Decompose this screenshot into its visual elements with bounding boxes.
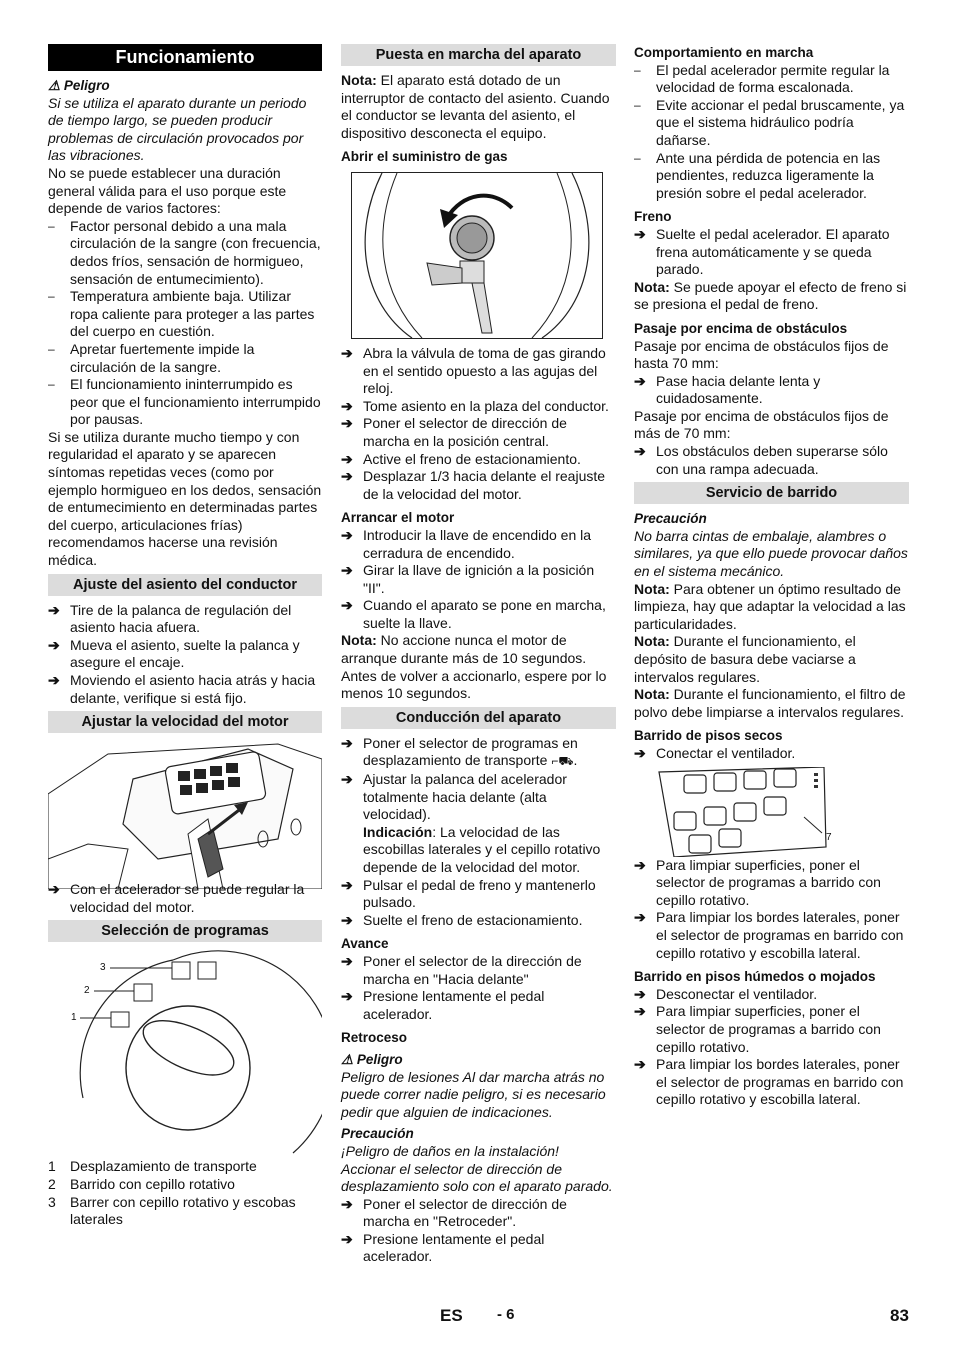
section-heading-drive: Conducción del aparato (341, 707, 616, 729)
callout-7: 7 (826, 831, 832, 843)
list-item: ➔ Introducir la llave de encendido en la cerradura de encendido. (341, 526, 592, 561)
subheading-behavior: Comportamiento en marcha (634, 45, 814, 60)
program-selector-dial-icon (48, 948, 322, 1158)
arrow-right-icon: ➔ (634, 744, 646, 761)
subheading-brake: Freno (634, 209, 672, 225)
list-item: ➔ Moviendo el asiento hacia atrás y hacia delante, verifique si está fijo. (48, 672, 316, 706)
note-text: Nota: El aparato está dotado de un interruptor de contacto del asiento. Cuando el conductor se levanta del asiento, el dispositivo desconecta el equipo. (341, 72, 610, 141)
legend-item: 2 Barrido con cepillo rotativo (48, 1175, 235, 1192)
section-heading-start: Puesta en marcha del aparato (341, 44, 616, 66)
control-panel-illustration-icon (654, 767, 854, 857)
arrow-right-icon: ➔ (341, 526, 353, 543)
arrow-right-icon: ➔ (48, 601, 60, 618)
throttle-figure (48, 739, 322, 889)
list-item: ➔ Tire de la palanca de regulación del asiento hacia afuera. (48, 601, 292, 636)
note-text: Nota: Se puede apoyar el efecto de freno si se presiona el pedal de freno. (634, 278, 907, 313)
list-item: ➔ Para limpiar los bordes laterales, poner el selector de programas en barrido con cepillo rotativo y escobilla lateral. (634, 1056, 904, 1108)
list-item: ➔ Para limpiar los bordes laterales, poner el selector de programas en barrido con cepillo rotativo y escobilla lateral. (634, 909, 904, 961)
warning-triangle-icon: ⚠ (48, 78, 61, 93)
transport-mode-icon: ⌐⛟ (551, 754, 574, 769)
list-item: – Ante una pérdida de potencia en las pendientes, reduzca ligeramente la presión sobre el pedal acelerador. (634, 149, 881, 201)
arrow-right-icon: ➔ (48, 881, 60, 898)
section-heading-speed: Ajustar la velocidad del motor (48, 711, 322, 733)
arrow-right-icon: ➔ (634, 909, 646, 926)
subheading-forward: Avance (341, 936, 389, 952)
list-item: – Evite accionar el pedal bruscamente, ya que el sistema hidráulico podría dañarse. (634, 96, 905, 148)
list-item: – Apretar fuertemente impide la circulación de la sangre. (48, 340, 255, 375)
arrow-right-icon: ➔ (634, 985, 646, 1002)
subheading-reverse: Retroceso (341, 1030, 408, 1046)
note-text: Nota: Durante el funcionamiento, el filtro de polvo debe limpiarse a intervalos regulares. (634, 686, 906, 720)
callout-3: 3 (100, 962, 106, 974)
arrow-right-icon: ➔ (634, 1056, 646, 1073)
list-item: ➔ Cuando el aparato se pone en marcha, suelte la llave. (341, 597, 606, 631)
column-2 (341, 44, 616, 1266)
subheading-engine: Arrancar el motor (341, 510, 455, 526)
arrow-right-icon: ➔ (341, 344, 353, 361)
list-item: ➔ Active el freno de estacionamiento. (341, 450, 581, 467)
arrow-right-icon: ➔ (634, 225, 646, 242)
arrow-right-icon: ➔ (341, 397, 353, 414)
list-item: ➔ Desconectar el ventilador. (634, 985, 818, 1002)
list-item: ➔ Mueva el asiento, suelte la palanca y asegure el encaje. (48, 636, 300, 671)
arrow-right-icon: ➔ (634, 372, 646, 389)
gas-valve-illustration-icon (352, 173, 602, 338)
list-item: ➔ Girar la llave de ignición a la posición "II". (341, 562, 595, 596)
arrow-right-icon: ➔ (341, 597, 353, 614)
body-text: Pasaje por encima de obstáculos fijos de hasta 70 mm: (634, 337, 889, 372)
body-text: Pasaje por encima de obstáculos fijos de más de 70 mm: (634, 407, 889, 442)
intro-text: No se puede establecer una duración general válida para el uso porque este depende de varios factores: (48, 164, 287, 217)
list-item: ➔ Poner el selector de dirección de marcha en la posición central. (341, 415, 567, 449)
warning-text: Peligro de lesiones Al dar marcha atrás no puede correr nadie peligro, si es necesario pedir que alguien de indicaciones. (341, 1068, 606, 1120)
list-item: ➔ Presione lentamente el pedal acelerador. (341, 988, 545, 1022)
arrow-right-icon: ➔ (634, 443, 646, 460)
arrow-right-icon: ➔ (341, 562, 353, 579)
section-heading-programs: Selección de programas (48, 920, 322, 942)
subheading-gas: Abrir el suministro de gas (341, 149, 508, 165)
arrow-right-icon: ➔ (341, 988, 353, 1005)
caution-heading: Precaución (341, 1126, 414, 1142)
list-item: ➔ Conectar el ventilador. (634, 744, 796, 761)
arrow-right-icon: ➔ (341, 771, 353, 788)
arrow-right-icon: ➔ (341, 911, 353, 928)
arrow-right-icon: ➔ (48, 636, 60, 653)
footer-page-number: 83 (890, 1306, 909, 1325)
list-item: ➔ Para limpiar superficies, poner el selector de programas a barrido con cepillo rotativo. (634, 1003, 881, 1055)
footer-language: ES (440, 1306, 463, 1325)
note-text: Nota: Para obtener un óptimo resultado de limpieza, hay que adaptar la velocidad a las particularidades. (634, 580, 906, 632)
caution-text: No barra cintas de embalaje, alambres o similares, ya que ello puede provocar daños en el sistema mecánico. (634, 527, 908, 580)
callout-2: 2 (84, 985, 90, 997)
list-item: ➔ Para limpiar superficies, poner el selector de programas a barrido con cepillo rotativo. (634, 856, 881, 908)
list-item: ➔ Tome asiento en la plaza del conductor. (341, 397, 609, 414)
list-item: ➔ Con el acelerador se puede regular la velocidad del motor. (48, 881, 305, 915)
arrow-right-icon: ➔ (341, 415, 353, 432)
subheading-dry: Barrido de pisos secos (634, 728, 783, 744)
column-3 (634, 44, 909, 1109)
list-item: – Temperatura ambiente baja. Utilizar ropa caliente para proteger a las partes del cuerpo en cuestión. (48, 288, 315, 340)
subheading-wet: Barrido en pisos húmedos o mojados (634, 969, 876, 985)
gas-valve-figure (351, 172, 603, 339)
list-item: ➔ Poner el selector de dirección de marcha en "Retroceder". (341, 1195, 567, 1230)
arrow-right-icon: ➔ (341, 468, 353, 485)
arrow-right-icon: ➔ (48, 672, 60, 688)
warning-heading: ⚠ Peligro (48, 78, 110, 93)
program-selector-figure (48, 948, 322, 1158)
footer-section: - 6 (497, 1306, 515, 1323)
arrow-right-icon: ➔ (341, 450, 353, 467)
list-item: – El funcionamiento ininterrumpido es peor que el funcionamiento interrumpido por pausas. (48, 376, 321, 428)
subheading-obstacles: Pasaje por encima de obstáculos (634, 320, 848, 336)
section-heading-sweep: Servicio de barrido (634, 482, 909, 504)
arrow-right-icon: ➔ (341, 1195, 353, 1212)
warning-text: Si se utiliza el aparato durante un periodo de tiempo largo, se pueden producir problemas de circulación provocados por las vibraciones. (48, 94, 307, 164)
column-1 (48, 44, 322, 1229)
caution-heading: Precaución (634, 511, 707, 527)
arrow-right-icon: ➔ (341, 952, 353, 969)
arrow-right-icon: ➔ (341, 1230, 353, 1247)
callout-1: 1 (71, 1012, 77, 1024)
list-item: ➔ Poner el selector de la dirección de marcha en "Hacia delante" (341, 952, 582, 987)
list-item: – Factor personal debido a una mala circulación de la sangre (con frecuencia, dedos fríos, sensación de hormigueo, sensación de entumecimiento). (48, 217, 321, 287)
arrow-right-icon: ➔ (634, 1003, 646, 1020)
list-item: ➔ Los obstáculos deben superarse sólo con una rampa adecuada. (634, 443, 888, 477)
section-heading-seat: Ajuste del asiento del conductor (48, 574, 322, 596)
caution-text: ¡Peligro de daños en la instalación! Accionar el selector de dirección de desplazamiento solo con el aparato parado. (341, 1142, 613, 1195)
list-item: ➔ Ajustar la palanca del acelerador totalmente hacia delante (alta velocidad). Indicación: La velocidad de las escobillas laterales y el cepillo rotativo depende de la velocidad del motor. (341, 771, 601, 875)
list-item: ➔ Presione lentamente el pedal acelerador. (341, 1230, 545, 1265)
arrow-right-icon: ➔ (341, 876, 353, 893)
figure-legend (48, 1158, 322, 1228)
warning-heading: ⚠ Peligro (341, 1051, 403, 1067)
legend-item: 1 Desplazamiento de transporte (48, 1158, 257, 1175)
list-item: ➔ Suelte el freno de estacionamiento. (341, 911, 583, 928)
closing-text: Si se utiliza durante mucho tiempo y con regularidad el aparato y se aparecen síntomas repetidas veces (como por ejemplo hormigueo en los dedos, sensación de entumecimiento en determinadas partes del cuerpo, articulaciones frías) recomendamos hacerse una revisión médica. (48, 428, 322, 569)
arrow-right-icon: ➔ (634, 856, 646, 873)
list-item: – El pedal acelerador permite regular la velocidad de forma escalonada. (634, 61, 890, 96)
throttle-illustration-icon (48, 739, 322, 889)
page-title: Funcionamiento (48, 44, 322, 71)
list-item: ➔ Desplazar 1/3 hacia delante el reajuste de la velocidad del motor. (341, 468, 606, 502)
list-item: ➔ Pase hacia delante lenta y cuidadosamente. (634, 372, 821, 407)
list-item: ➔ Suelte el pedal acelerador. El aparato frena automáticamente y se queda parado. (634, 225, 890, 278)
note-text: Nota: No accione nunca el motor de arranque durante más de 10 segundos. Antes de volver a accionarlo, espere por lo menos 10 segundos. (341, 632, 607, 702)
list-item: ➔ Abra la válvula de toma de gas girando en el sentido opuesto a las agujas del reloj. (341, 344, 606, 397)
arrow-right-icon: ➔ (341, 734, 353, 751)
list-item: ➔ Poner el selector de programas en desplazamiento de transporte ⌐⛟. (341, 734, 578, 769)
legend-item: 3 Barrer con cepillo rotativo y escobas laterales (48, 1193, 296, 1228)
note-text: Nota: Durante el funcionamiento, el depósito de basura debe vaciarse a intervalos regulares. (634, 633, 856, 685)
control-panel-figure (654, 767, 854, 857)
list-item: ➔ Pulsar el pedal de freno y mantenerlo pulsado. (341, 876, 596, 911)
warning-triangle-icon: ⚠ (341, 1051, 354, 1067)
